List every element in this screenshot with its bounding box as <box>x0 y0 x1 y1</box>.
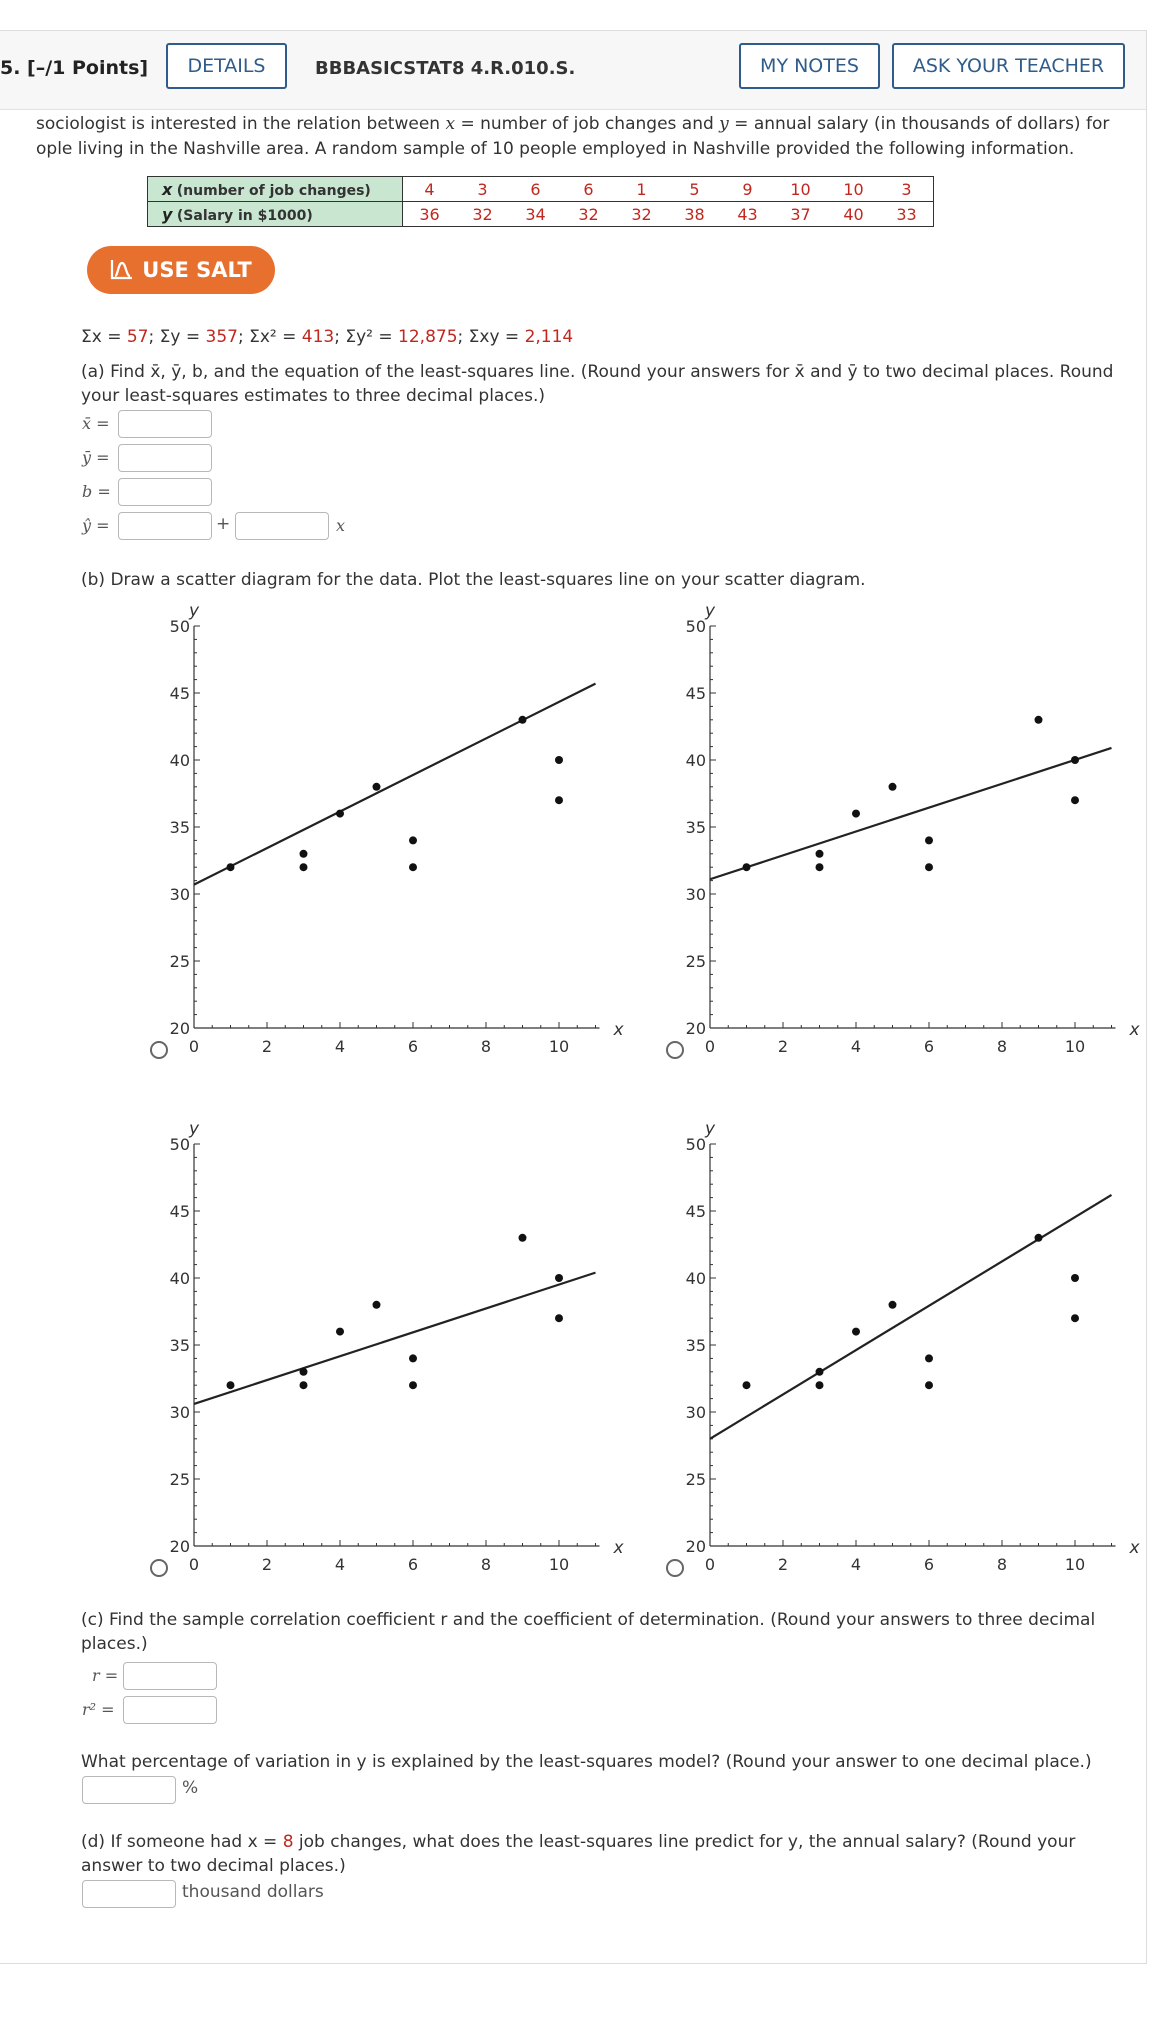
x-tick-label: 10 <box>548 1555 570 1574</box>
x-cell: 10 <box>774 177 827 202</box>
data-point <box>555 1274 563 1282</box>
table-row-x <box>148 177 934 202</box>
x-tick-label: 0 <box>704 1037 716 1056</box>
x-tick-label: 8 <box>480 1555 492 1574</box>
data-point <box>1071 756 1079 764</box>
b-label: b = <box>82 482 111 501</box>
x-tick-label: 6 <box>407 1555 419 1574</box>
data-point <box>1071 796 1079 804</box>
radio-option-4[interactable] <box>666 1559 684 1577</box>
data-point <box>519 1234 527 1242</box>
part-d-line-1: (d) If someone had x = 8 job changes, what does the least-squares line predict for y, the annual salary? (Round your <box>81 1832 1076 1852</box>
data-point <box>743 863 751 871</box>
x-cell: 9 <box>721 177 774 202</box>
y-row-header: y (Salary in $1000) <box>148 202 403 227</box>
y-tick-label: 50 <box>169 1135 190 1154</box>
y-tick-label: 25 <box>169 952 190 971</box>
data-point <box>743 1381 751 1389</box>
y-tick-label: 45 <box>169 1202 190 1221</box>
x-cell: 4 <box>403 177 457 202</box>
x-tick-label: 8 <box>996 1555 1008 1574</box>
salt-chart-icon <box>110 258 134 280</box>
y-axis-label: y <box>704 601 716 621</box>
x-cell: 3 <box>880 177 934 202</box>
x-tick-label: 6 <box>923 1037 935 1056</box>
x-tick-label: 2 <box>261 1037 273 1056</box>
x-tick-label: 4 <box>850 1555 862 1574</box>
x-tick-label: 4 <box>334 1037 346 1056</box>
data-point <box>555 756 563 764</box>
table-row-y <box>148 202 934 227</box>
y-tick-label: 30 <box>685 1403 706 1422</box>
part-c-line-1: (c) Find the sample correlation coefficient r and the coefficient of determination. (Round your answers to three decimal <box>81 1610 1096 1630</box>
part-c-line-2: places.) <box>81 1634 148 1654</box>
part-b-text: (b) Draw a scatter diagram for the data. Plot the least-squares line on your scatter diagram. <box>81 570 866 590</box>
ask-your-teacher-button[interactable]: ASK YOUR TEACHER <box>892 43 1125 89</box>
y-cell: 38 <box>668 202 721 227</box>
y-cell: 32 <box>562 202 615 227</box>
r-squared-input[interactable] <box>123 1696 217 1724</box>
chart-option-3 <box>100 1116 624 1596</box>
y-tick-label: 20 <box>169 1019 190 1038</box>
part-d-line-2: answer to two decimal places.) <box>81 1856 346 1876</box>
least-squares-line <box>194 1273 596 1404</box>
chart-option-1 <box>100 598 624 1078</box>
x-tick-label: 0 <box>188 1555 200 1574</box>
data-point <box>227 1381 235 1389</box>
data-point <box>816 863 824 871</box>
data-point <box>925 1354 933 1362</box>
ybar-input[interactable] <box>118 444 212 472</box>
y-tick-label: 50 <box>685 1135 706 1154</box>
data-point <box>519 716 527 724</box>
x-tick-label: 4 <box>850 1037 862 1056</box>
x-tick-label: 8 <box>996 1037 1008 1056</box>
data-point <box>409 836 417 844</box>
y-axis-label: y <box>704 1119 716 1139</box>
data-point <box>816 1368 824 1376</box>
y-tick-label: 30 <box>169 1403 190 1422</box>
y-tick-label: 45 <box>685 1202 706 1221</box>
plus-sign: + <box>216 514 231 534</box>
x-tick-label: 10 <box>1064 1037 1086 1056</box>
intro-line-2: ople living in the Nashville area. A random sample of 10 people employed in Nashville provided the following information. <box>36 139 1075 159</box>
y-tick-label: 20 <box>685 1537 706 1556</box>
x-tick-label: 0 <box>188 1037 200 1056</box>
x-axis-label: x <box>1129 1020 1140 1040</box>
x-axis-label: x <box>1129 1538 1140 1558</box>
x-tick-label: 6 <box>923 1555 935 1574</box>
data-point <box>1035 1234 1043 1242</box>
y-tick-label: 25 <box>685 952 706 971</box>
salary-prediction-input[interactable] <box>82 1880 176 1908</box>
y-tick-label: 50 <box>169 617 190 636</box>
y-cell: 43 <box>721 202 774 227</box>
y-tick-label: 20 <box>685 1019 706 1038</box>
data-point <box>373 1301 381 1309</box>
question-code: BBBASICSTAT8 4.R.010.S. <box>315 58 576 79</box>
data-point <box>1035 716 1043 724</box>
intro-line-1: sociologist is interested in the relation between x = number of job changes and y = annual salary (in thousands of dollars) for <box>36 114 1110 134</box>
data-point <box>300 863 308 871</box>
data-point <box>555 796 563 804</box>
data-point <box>336 810 344 818</box>
xbar-input[interactable] <box>118 410 212 438</box>
x-suffix: x <box>336 516 346 535</box>
data-point <box>373 783 381 791</box>
data-point <box>925 863 933 871</box>
x-cell: 10 <box>827 177 880 202</box>
data-point <box>409 1354 417 1362</box>
y-tick-label: 30 <box>169 885 190 904</box>
y-tick-label: 35 <box>169 818 190 837</box>
percentage-input[interactable] <box>82 1776 176 1804</box>
data-point <box>555 1314 563 1322</box>
data-point <box>300 1381 308 1389</box>
y-cell: 36 <box>403 202 457 227</box>
b-input[interactable] <box>118 478 212 506</box>
x-cell: 6 <box>509 177 562 202</box>
question-header <box>0 30 1146 110</box>
r-squared-label: r² = <box>82 1700 115 1719</box>
points-label: 5. [–/1 Points] <box>0 57 149 79</box>
y-cell: 40 <box>827 202 880 227</box>
data-point <box>852 1328 860 1336</box>
data-point <box>300 1368 308 1376</box>
x-tick-label: 10 <box>548 1037 570 1056</box>
x-cell: 3 <box>456 177 509 202</box>
radio-option-1[interactable] <box>150 1041 168 1059</box>
x-cell: 6 <box>562 177 615 202</box>
part-a-line-1: (a) Find x̄, ȳ, b, and the equation of the least-squares line. (Round your answers for x̄ and ȳ to two decimal places. Round <box>81 362 1114 382</box>
x-axis-label: x <box>613 1538 624 1558</box>
x-cell: 5 <box>668 177 721 202</box>
y-tick-label: 35 <box>169 1336 190 1355</box>
y-tick-label: 35 <box>685 818 706 837</box>
x-tick-label: 8 <box>480 1037 492 1056</box>
y-axis-label: y <box>188 1119 200 1139</box>
my-notes-button[interactable]: MY NOTES <box>739 43 880 89</box>
part-a-line-2: your least-squares estimates to three decimal places.) <box>81 386 546 406</box>
yhat-intercept-input[interactable] <box>118 512 212 540</box>
thousand-dollars-unit: thousand dollars <box>182 1882 324 1902</box>
xbar-label: x̄ = <box>82 414 110 433</box>
radio-option-3[interactable] <box>150 1559 168 1577</box>
use-salt-button[interactable] <box>87 246 275 294</box>
y-tick-label: 40 <box>685 751 706 770</box>
summary-statistics: Σx = 57; Σy = 357; Σx² = 413; Σy² = 12,875; Σxy = 2,114 <box>81 327 574 347</box>
details-button[interactable]: DETAILS <box>166 43 287 89</box>
y-tick-label: 45 <box>169 684 190 703</box>
x-tick-label: 4 <box>334 1555 346 1574</box>
chart-option-2 <box>616 598 1140 1078</box>
data-point <box>816 850 824 858</box>
data-point <box>300 850 308 858</box>
data-point <box>889 783 897 791</box>
data-point <box>889 1301 897 1309</box>
least-squares-line <box>194 684 596 885</box>
use-salt-label: USE SALT <box>142 258 252 282</box>
radio-option-2[interactable] <box>666 1041 684 1059</box>
x-tick-label: 6 <box>407 1037 419 1056</box>
percentage-question: What percentage of variation in y is explained by the least-squares model? (Round your answer to one decimal place.) <box>81 1752 1092 1772</box>
x-tick-label: 2 <box>777 1555 789 1574</box>
data-point <box>925 1381 933 1389</box>
y-tick-label: 40 <box>685 1269 706 1288</box>
x-tick-label: 10 <box>1064 1555 1086 1574</box>
y-tick-label: 35 <box>685 1336 706 1355</box>
data-point <box>409 863 417 871</box>
y-tick-label: 25 <box>169 1470 190 1489</box>
y-cell: 32 <box>456 202 509 227</box>
yhat-slope-input[interactable] <box>235 512 329 540</box>
y-tick-label: 50 <box>685 617 706 636</box>
x-row-header: x (number of job changes) <box>148 177 403 202</box>
r-input[interactable] <box>123 1662 217 1690</box>
data-table <box>147 176 934 227</box>
y-tick-label: 40 <box>169 751 190 770</box>
x-tick-label: 0 <box>704 1555 716 1574</box>
x-cell: 1 <box>615 177 668 202</box>
x-tick-label: 2 <box>777 1037 789 1056</box>
data-point <box>227 863 235 871</box>
ybar-label: ȳ = <box>82 448 110 467</box>
data-point <box>1071 1274 1079 1282</box>
y-tick-label: 45 <box>685 684 706 703</box>
x-axis-label: x <box>613 1020 624 1040</box>
data-point <box>852 810 860 818</box>
y-tick-label: 40 <box>169 1269 190 1288</box>
y-tick-label: 30 <box>685 885 706 904</box>
x-tick-label: 2 <box>261 1555 273 1574</box>
y-cell: 33 <box>880 202 934 227</box>
data-point <box>409 1381 417 1389</box>
y-cell: 32 <box>615 202 668 227</box>
y-cell: 34 <box>509 202 562 227</box>
percent-unit: % <box>182 1778 199 1798</box>
r-label: r = <box>92 1666 119 1685</box>
y-tick-label: 20 <box>169 1537 190 1556</box>
y-axis-label: y <box>188 601 200 621</box>
y-cell: 37 <box>774 202 827 227</box>
yhat-label: ŷ = <box>82 516 110 535</box>
chart-option-4 <box>616 1116 1140 1596</box>
data-point <box>1071 1314 1079 1322</box>
data-point <box>336 1328 344 1336</box>
data-point <box>925 836 933 844</box>
data-point <box>816 1381 824 1389</box>
least-squares-line <box>710 748 1112 879</box>
y-tick-label: 25 <box>685 1470 706 1489</box>
least-squares-line <box>710 1195 1112 1439</box>
